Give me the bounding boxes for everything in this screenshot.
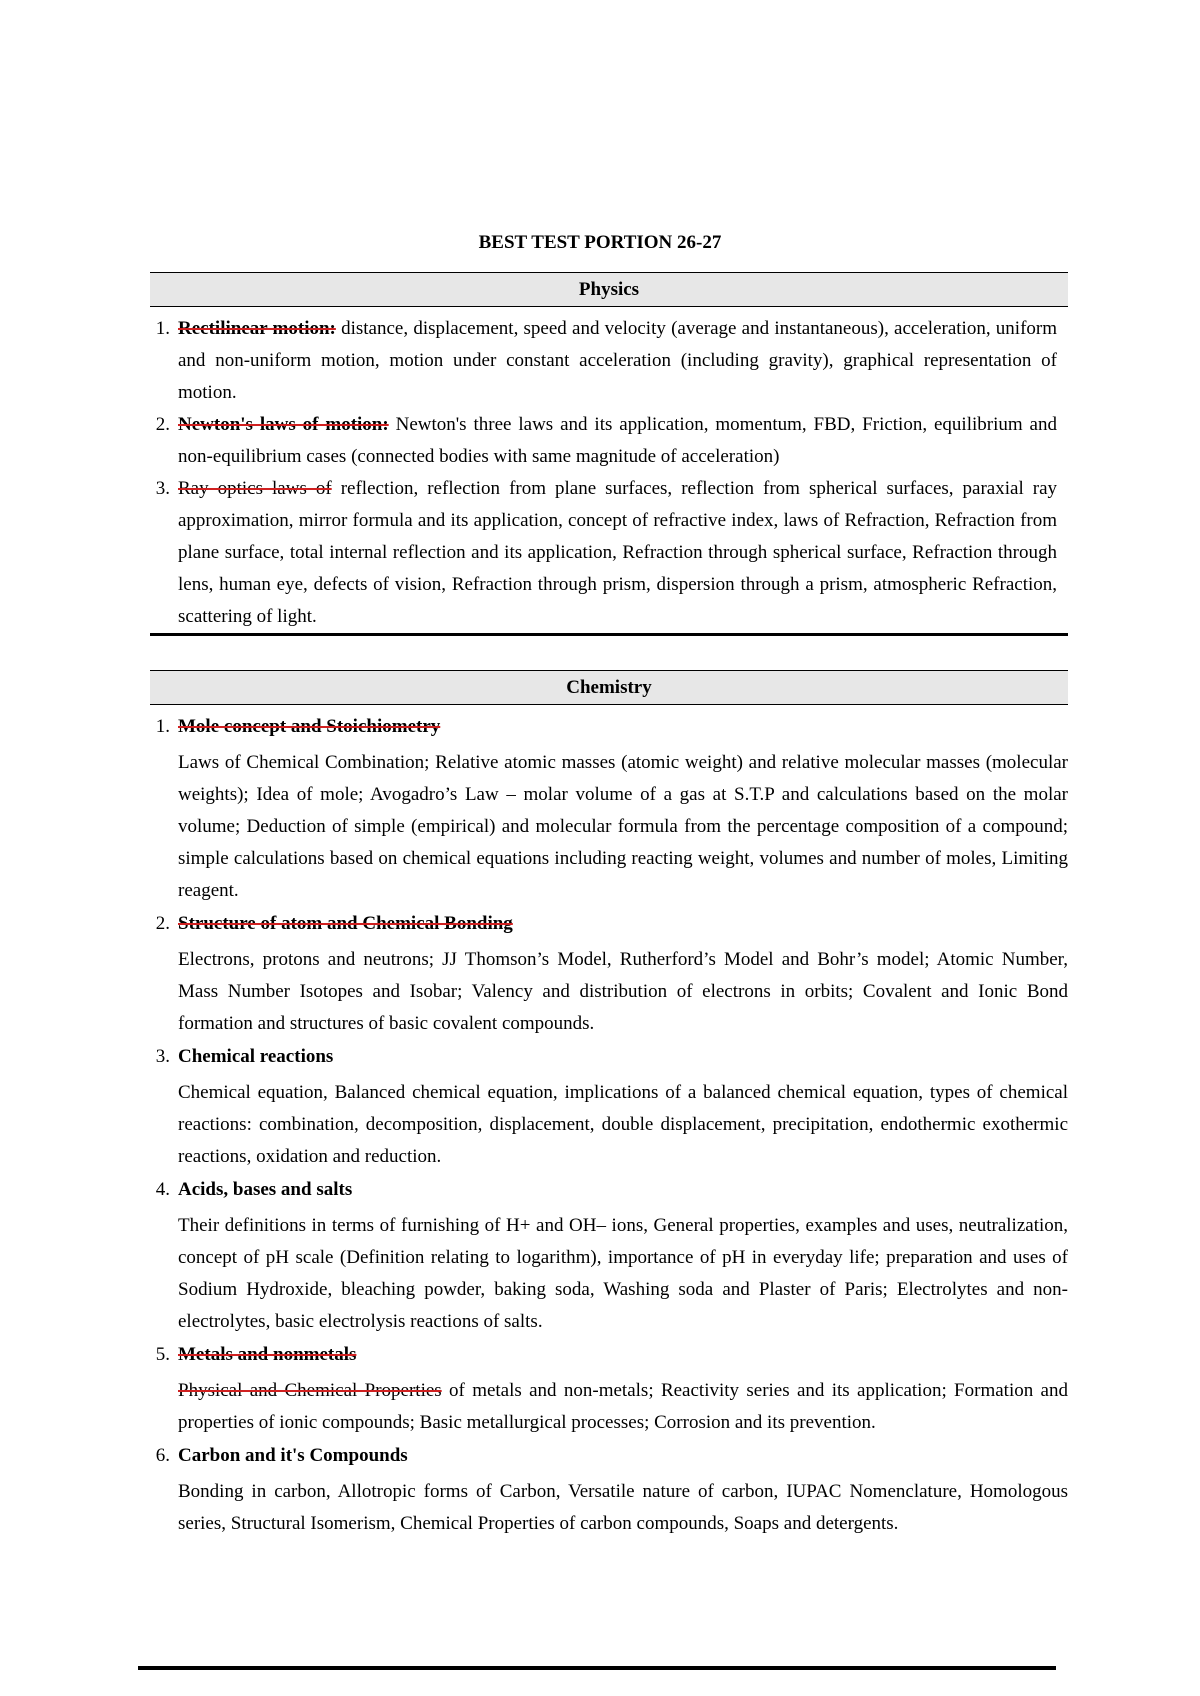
struck-topic: Ray optics laws of <box>178 478 332 499</box>
item-number: 5. <box>155 1344 170 1365</box>
physics-section <box>150 272 1068 633</box>
struck-phrase: Physical and Chemical Properties <box>178 1380 442 1401</box>
struck-topic: Rectilinear motion: <box>178 318 336 339</box>
item-number: 4. <box>155 1179 170 1200</box>
physics-heading: Physics <box>150 272 1068 307</box>
chemistry-item <box>150 908 1068 940</box>
item-number: 6. <box>155 1445 170 1466</box>
footer-divider <box>138 1666 1056 1670</box>
physics-item <box>150 409 1068 473</box>
chemistry-item <box>150 711 1068 743</box>
item-text: distance, displacement, speed and velocity (average and instantaneous), acceleration, uniform and non-uniform motion, motion under constant acceleration (including gravity), graphical representation of motion. <box>178 318 1057 403</box>
item-description: Chemical equation, Balanced chemical equation, implications of a balanced chemical equation, types of chemical reactions: combination, decomposition, displacement, double displacement, precipitation, endothermic exothermic reactions, oxidation and reduction. <box>178 1082 1068 1167</box>
struck-topic: Newton's laws of motion: <box>178 414 389 435</box>
item-number: 3. <box>155 478 170 499</box>
item-number: 2. <box>155 414 170 435</box>
item-description: Electrons, protons and neutrons; JJ Thomson’s Model, Rutherford’s Model and Bohr’s model; Atomic Number, Mass Number Isotopes and Isobar; Valency and distribution of electrons in orbits; Covalent and Ionic Bond formation and structures of basic covalent compounds. <box>178 949 1068 1034</box>
item-heading: Carbon and it's Compounds <box>178 1445 408 1466</box>
item-number: 1. <box>155 318 170 339</box>
item-description <box>150 1375 1068 1439</box>
item-description: Laws of Chemical Combination; Relative atomic masses (atomic weight) and relative molecular masses (molecular weights); Idea of mole; Avogadro’s Law – molar volume of a gas at S.T.P and calculations based on the molar volume; Deduction of simple (empirical) and molecular formula from the percentage composition of a compound; simple calculations based on chemical equations including reacting weight, volumes and number of moles, Limiting reagent. <box>178 752 1068 901</box>
page-title: BEST TEST PORTION 26-27 <box>478 232 722 253</box>
item-text: Newton's three laws and its application, momentum, FBD, Friction, equilibrium and non-equilibrium cases (connected bodies with same magnitude of acceleration) <box>178 414 1057 467</box>
item-number: 1. <box>155 716 170 737</box>
physics-list <box>150 313 1068 633</box>
chemistry-list <box>150 711 1068 1540</box>
section-divider <box>150 633 1068 636</box>
item-number: 3. <box>155 1046 170 1067</box>
physics-item <box>150 473 1068 633</box>
item-heading: Chemical reactions <box>178 1046 334 1067</box>
item-number: 2. <box>155 913 170 934</box>
item-text: of metals and non-metals; Reactivity series and its application; Formation and properties of ionic compounds; Basic metallurgical processes; Corrosion and its prevention. <box>178 1380 1068 1433</box>
chemistry-item <box>150 1174 1068 1206</box>
chemistry-item <box>150 1041 1068 1073</box>
item-heading: Structure of atom and Chemical Bonding <box>178 913 513 934</box>
chemistry-section <box>150 670 1068 1540</box>
chemistry-item <box>150 1440 1068 1472</box>
physics-item <box>150 313 1068 409</box>
item-heading: Mole concept and Stoichiometry <box>178 716 441 737</box>
item-heading: Metals and nonmetals <box>178 1344 357 1365</box>
chemistry-heading: Chemistry <box>150 670 1068 705</box>
item-heading: Acids, bases and salts <box>178 1179 353 1200</box>
item-description: Their definitions in terms of furnishing of H+ and OH– ions, General properties, examples and uses, neutralization, concept of pH scale (Definition relating to logarithm), importance of pH in everyday life; preparation and uses of Sodium Hydroxide, bleaching powder, baking soda, Washing soda and Plaster of Paris; Electrolytes and non-electrolytes, basic electrolysis reactions of salts. <box>178 1215 1068 1332</box>
chemistry-item <box>150 1339 1068 1371</box>
item-text: reflection, reflection from plane surfaces, reflection from spherical surfaces, paraxial ray approximation, mirror formula and its application, concept of refractive index, laws of Refraction, Refraction from plane surface, total internal reflection and its application, Refraction through spherical surface, Refraction through lens, human eye, defects of vision, Refraction through prism, dispersion through a prism, atmospheric Refraction, scattering of light. <box>178 478 1057 627</box>
item-description: Bonding in carbon, Allotropic forms of Carbon, Versatile nature of carbon, IUPAC Nomenclature, Homologous series, Structural Isomerism, Chemical Properties of carbon compounds, Soaps and detergents. <box>178 1481 1068 1534</box>
